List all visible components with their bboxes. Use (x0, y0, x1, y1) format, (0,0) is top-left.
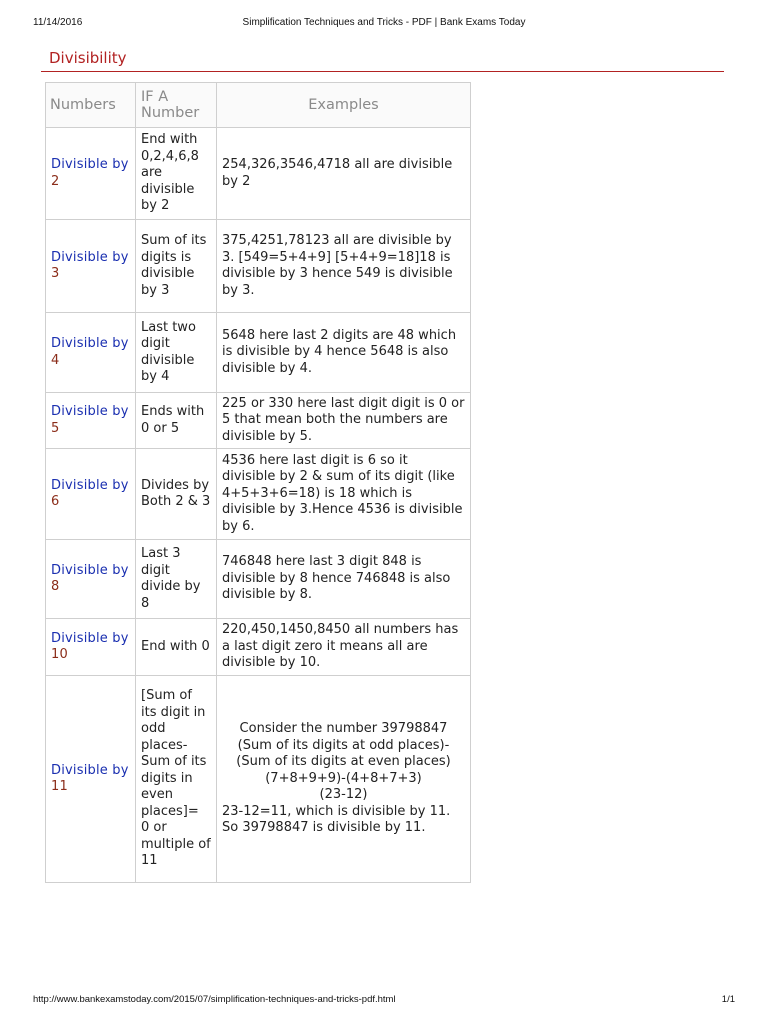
table-row (46, 220, 471, 313)
title-divider (41, 71, 724, 72)
page-url-link[interactable]: http://www.bankexamstoday.com/2015/07/simplification-techniques-and-tricks-pdf.html (33, 994, 396, 1005)
header-numbers: Numbers (46, 83, 136, 128)
rule-example: 254,326,3546,4718 all are divisible by 2 (217, 128, 471, 220)
example-line: (Sum of its digits at odd places)-(Sum of its digits at even places) (236, 737, 451, 770)
rule-divisor: 5 (51, 420, 60, 436)
rule-label: Divisible by (51, 157, 129, 172)
table-header-row (46, 83, 471, 128)
rule-name-cell (46, 449, 136, 540)
table-row (46, 449, 471, 540)
rule-divisor: 10 (51, 647, 68, 662)
rule-condition: Ends with 0 or 5 (136, 393, 217, 449)
example-line: Consider the number 39798847 (239, 721, 448, 737)
rule-name-cell (46, 313, 136, 393)
rule-label: Divisible by (51, 336, 129, 351)
table-row (46, 676, 471, 883)
rule-example: 746848 here last 3 digit 848 is divisible by 8 hence 746848 is also divisible by 8. (217, 540, 471, 619)
rule-condition: End with 0 (136, 619, 217, 676)
rule-condition: Sum of its digits is divisible by 3 (136, 220, 217, 313)
rule-name-cell (46, 393, 136, 449)
rule-label: Divisible by (51, 404, 129, 419)
rule-example: 375,4251,78123 all are divisible by 3. [549=5+4+9] [5+4+9=18]18 is divisible by 3 hence 549 is divisible by 3. (217, 220, 471, 313)
example-line: (23-12) (319, 787, 368, 803)
example-line: (7+8+9+9)-(4+8+7+3) (265, 770, 422, 786)
rule-example: 220,450,1450,8450 all numbers has a last digit zero it means all are divisible by 10. (217, 619, 471, 676)
rule-divisor: 8 (51, 579, 60, 594)
page-number: 1/1 (721, 994, 735, 1005)
rule-name-cell (46, 619, 136, 676)
rule-divisor: 6 (51, 494, 60, 509)
rule-example: 4536 here last digit is 6 so it divisible by 2 & sum of its digit (like 4+5+3+6=18) is 18 which is divisible by 3.Hence 4536 is divisible by 6. (217, 449, 471, 540)
header-if-a-number: IF A Number (136, 83, 217, 128)
header-examples: Examples (217, 83, 471, 128)
rule-example (217, 676, 471, 883)
rule-condition: End with 0,2,4,6,8 are divisible by 2 (136, 128, 217, 220)
rule-divisor: 11 (51, 779, 68, 794)
table-row (46, 313, 471, 393)
rule-example: 225 or 330 here last digit digit is 0 or 5 that mean both the numbers are divisible by 5. (217, 393, 471, 449)
rule-divisor: 2 (51, 173, 60, 189)
rule-label: Divisible by (51, 249, 129, 265)
example-line: 23-12=11, which is divisible by 11. So 39798847 is divisible by 11. (222, 803, 451, 836)
rule-label: Divisible by (51, 630, 129, 646)
rule-name-cell (46, 676, 136, 883)
table-row (46, 540, 471, 619)
table-row (46, 128, 471, 220)
rule-example: 5648 here last 2 digits are 48 which is divisible by 4 hence 5648 is also divisible by 4. (217, 313, 471, 393)
rule-divisor: 3 (51, 266, 60, 281)
print-header (33, 17, 735, 31)
rule-condition: Divides by Both 2 & 3 (136, 449, 217, 540)
rule-divisor: 4 (51, 352, 60, 368)
section-title: Divisibility (49, 49, 127, 67)
rule-name-cell (46, 128, 136, 220)
table-row (46, 393, 471, 449)
print-document-title: Simplification Techniques and Tricks - PDF | Bank Exams Today (242, 17, 526, 28)
rule-name-cell (46, 540, 136, 619)
rule-label: Divisible by (51, 762, 129, 778)
rule-label: Divisible by (51, 562, 129, 578)
table-row (46, 619, 471, 676)
rule-condition: Last two digit divisible by 4 (136, 313, 217, 393)
rule-condition: Last 3 digit divide by 8 (136, 540, 217, 619)
rule-label: Divisible by (51, 477, 129, 493)
rule-name-cell (46, 220, 136, 313)
divisibility-table (45, 82, 471, 883)
rule-condition: [Sum of its digit in odd places-Sum of its digits in even places]= 0 or multiple of 11 (136, 676, 217, 883)
print-date: 11/14/2016 (33, 17, 83, 28)
